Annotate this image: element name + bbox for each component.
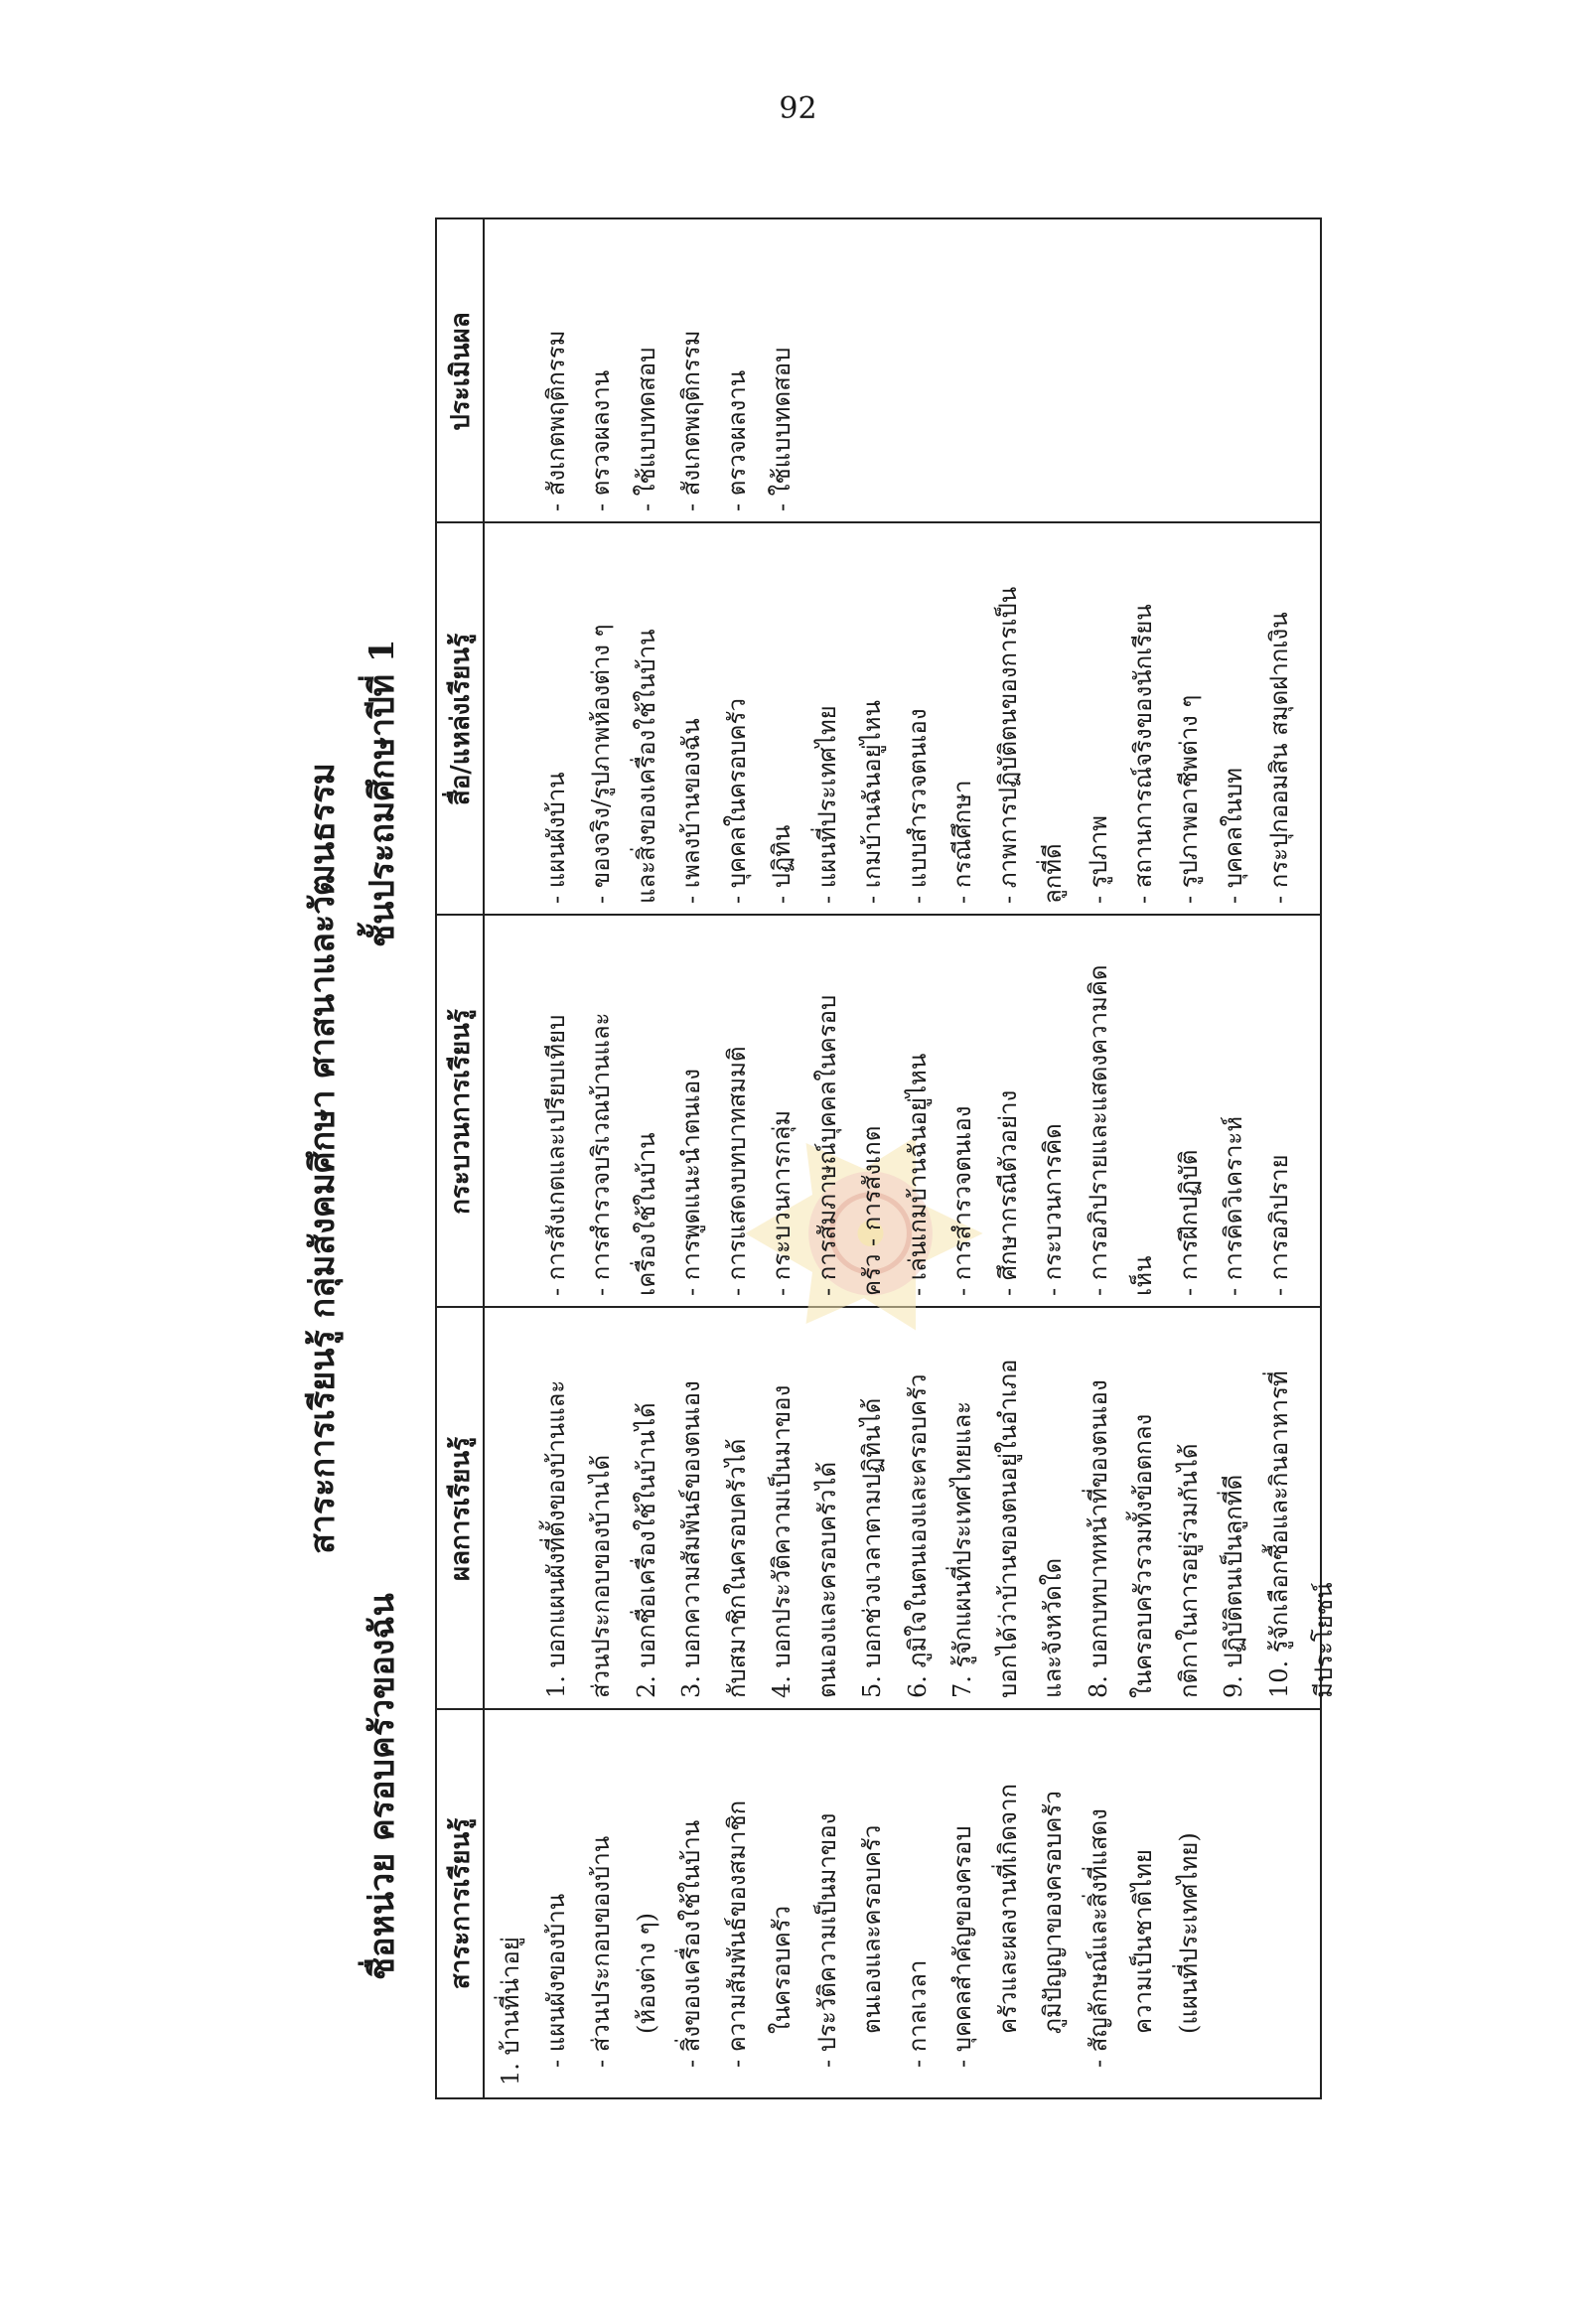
content-line: ตนเองและครอบครัว: [858, 1824, 886, 2034]
outcome-line: 8. บอกบทบาทหน้าที่ของตนเอง: [1084, 1379, 1112, 1698]
media-line: - กรณีศึกษา: [948, 780, 976, 904]
evaluation-line: - ตรวจผลงาน: [722, 369, 751, 511]
process-line: - การสำรวจบริเวณบ้านและ: [587, 1012, 615, 1296]
media-line: และสิ่งของเครื่องใช้ในบ้าน: [632, 629, 660, 904]
outcome-line: และจังหวัดใด: [1039, 1557, 1067, 1698]
grade-level: ชั้นประถมศึกษาปีที่ 1: [363, 639, 402, 947]
process-line: - การฝึกปฏิบัติ: [1174, 1149, 1203, 1296]
media-line: - กระปุกออมสิน สมุดฝากเงิน: [1264, 612, 1293, 904]
process-line: [489, 965, 534, 1297]
outcome-line: 10. รู้จักเลือกซื้อและกินอาหารที่: [1264, 1370, 1293, 1698]
process-line: - การพูดแนะนำตนเอง: [677, 1068, 705, 1296]
evaluation-line: - สังเกตพฤติกรรม: [541, 330, 570, 511]
process-line: - ศึกษากรณีตัวอย่าง: [993, 1089, 1022, 1296]
media-line: - รูปภาพอาชีพต่าง ๆ: [1174, 694, 1203, 904]
outcome-line: 3. บอกความสัมพันธ์ของตนเอง: [677, 1380, 705, 1698]
process-line: เห็น: [1129, 1255, 1157, 1296]
media-line: - เกมบ้านฉันอยู่ไหน: [858, 700, 886, 904]
outcome-line: 9. ปฏิบัติตนเป็นลูกที่ดี: [1220, 1474, 1247, 1698]
evaluation-line: - ตรวจผลงาน: [587, 369, 615, 511]
content-line: (แผนที่ประเทศไทย): [1174, 1832, 1203, 2034]
curriculum-table: [435, 217, 1338, 2099]
content-line: - ส่วนประกอบของบ้าน: [587, 1835, 615, 2068]
process-line: - การแสดงบทบาทสมมติ: [722, 1046, 751, 1296]
process-line: เครื่องใช้ในบ้าน: [632, 1132, 660, 1296]
media-line: - บุคคลในบท: [1220, 768, 1247, 904]
outcome-line: 1. บอกแผนผังที่ตั้งของบ้านและ: [541, 1379, 570, 1698]
header-content: สาระการเรียนรู้: [437, 1710, 485, 2097]
outcome-line: [489, 1360, 534, 1698]
outcome-line: กติกาในการอยู่ร่วมกันได้: [1174, 1443, 1203, 1698]
outcome-line: ส่วนประกอบของบ้านได้: [587, 1454, 615, 1698]
outcome-line: 4. บอกประวัติความเป็นมาของ: [768, 1384, 796, 1698]
content-line: (ห้องต่าง ๆ): [632, 1913, 660, 2034]
content-line: - สัญลักษณ์และสิ่งที่แสดง: [1084, 1808, 1112, 2068]
media-line: - แผนผังบ้าน: [541, 772, 570, 904]
header-outcomes: ผลการเรียนรู้: [437, 1308, 485, 1710]
content-line: ในครอบครัว: [768, 1905, 796, 2034]
process-line: - การคิดวิเคราะห์: [1220, 1115, 1247, 1296]
content-line: - ประวัติความเป็นมาของ: [812, 1812, 841, 2068]
unit-name: ชื่อหน่วย ครอบครัวของฉัน: [363, 1593, 402, 1980]
process-line: - การสำรวจตนเอง: [948, 1105, 976, 1296]
media-line: - สถานการณ์จริงของนักเรียน: [1129, 604, 1157, 904]
outcome-line: 5. บอกช่วงเวลาตามปฏิทินได้: [858, 1397, 886, 1698]
content-column: [489, 1784, 1212, 2086]
column-divider: [437, 914, 1320, 916]
content-line: ภูมิปัญญาของครอบครัว: [1039, 1791, 1067, 2034]
outcome-line: 6. ภูมิใจในตนเองและครอบครัว: [903, 1373, 932, 1698]
content-line: - แผนผังของบ้าน: [541, 1893, 570, 2068]
outcome-line: บอกได้ว่าบ้านของตนอยู่ในอำเภอ: [993, 1359, 1022, 1698]
process-line: - การอภิปรายและแสดงความคิด: [1084, 964, 1112, 1296]
evaluation-line: [489, 331, 534, 512]
header-media: สื่อ/แหล่งเรียนรู้: [437, 523, 485, 916]
media-line: - ของจริง/รูปภาพห้องต่าง ๆ: [587, 624, 615, 904]
media-line: - รูปภาพ: [1084, 815, 1112, 904]
document-heading: [273, 217, 432, 2099]
evaluation-line: - สังเกตพฤติกรรม: [677, 330, 705, 511]
content-line: - บุคคลสำคัญของครอบ: [948, 1825, 976, 2068]
content-line: ความเป็นชาติไทย: [1129, 1849, 1157, 2034]
evaluation-line: - ใช้แบบทดสอบ: [768, 347, 796, 511]
media-line: ลูกที่ดี: [1039, 843, 1067, 904]
evaluation-line: - ใช้แบบทดสอบ: [632, 347, 660, 511]
outcome-line: ในครอบครัวรวมทั้งข้อตกลง: [1129, 1413, 1157, 1698]
media-line: [489, 587, 534, 904]
media-line: - ภาพการปฏิบัติตนของการเป็น: [993, 586, 1022, 904]
page-number: 92: [779, 91, 817, 126]
process-line: - เล่นเกมบ้านฉันอยู่ไหน: [903, 1053, 932, 1296]
process-line: - กระบวนการกลุ่ม: [768, 1109, 796, 1296]
media-line: - เพลงบ้านของฉัน: [677, 718, 705, 904]
media-line: - บุคคลในครอบครัว: [722, 698, 751, 904]
content-line: - ความสัมพันธ์ของสมาชิก: [722, 1799, 751, 2068]
header-evaluation: ประเมินผล: [437, 219, 485, 523]
media-column: [489, 587, 1302, 904]
outcomes-column: [489, 1360, 1348, 1698]
media-line: - ปฏิทิน: [768, 824, 796, 904]
process-line: - กระบวนการคิด: [1039, 1123, 1067, 1296]
media-line: - แผนที่ประเทศไทย: [812, 705, 841, 904]
header-process: กระบวนการเรียนรู้: [437, 916, 485, 1308]
process-column: [489, 965, 1302, 1297]
content-line: - สิ่งของเครื่องใช้ในบ้าน: [677, 1819, 705, 2068]
content-line: ครัวและผลงานที่เกิดจาก: [993, 1783, 1022, 2034]
content-line: - กาลเวลา: [903, 1959, 932, 2068]
outcome-line: กับสมาชิกในครอบครัวได้: [722, 1438, 751, 1698]
media-line: - แบบสำรวจตนเอง: [903, 708, 932, 904]
outcome-line: มีประโยชน์: [1310, 1582, 1338, 1698]
process-line: ครัว - การสังเกต: [858, 1125, 886, 1296]
document-title: สาระการเรียนรู้ กลุ่มสังคมศึกษา ศาสนาและวัฒนธรรม: [303, 763, 343, 1554]
process-line: - การสังเกตและเปรียบเทียบ: [541, 1014, 570, 1296]
outcome-line: ตนเองและครอบครัวได้: [812, 1461, 841, 1698]
rotated-page-content: [273, 217, 1341, 2099]
column-divider: [437, 1708, 1320, 1710]
outcome-line: 7. รู้จักแผนที่ประเทศไทยและ: [948, 1400, 976, 1698]
content-line: 1. บ้านที่น่าอยู่: [497, 1937, 524, 2086]
process-line: - การสัมภาษณ์บุคคลในครอบ: [812, 994, 841, 1296]
column-divider: [437, 521, 1320, 523]
evaluation-column: [489, 331, 805, 512]
outcome-line: 2. บอกชื่อเครื่องใช้ในบ้านได้: [632, 1402, 660, 1698]
process-line: - การอภิปราย: [1264, 1154, 1293, 1296]
